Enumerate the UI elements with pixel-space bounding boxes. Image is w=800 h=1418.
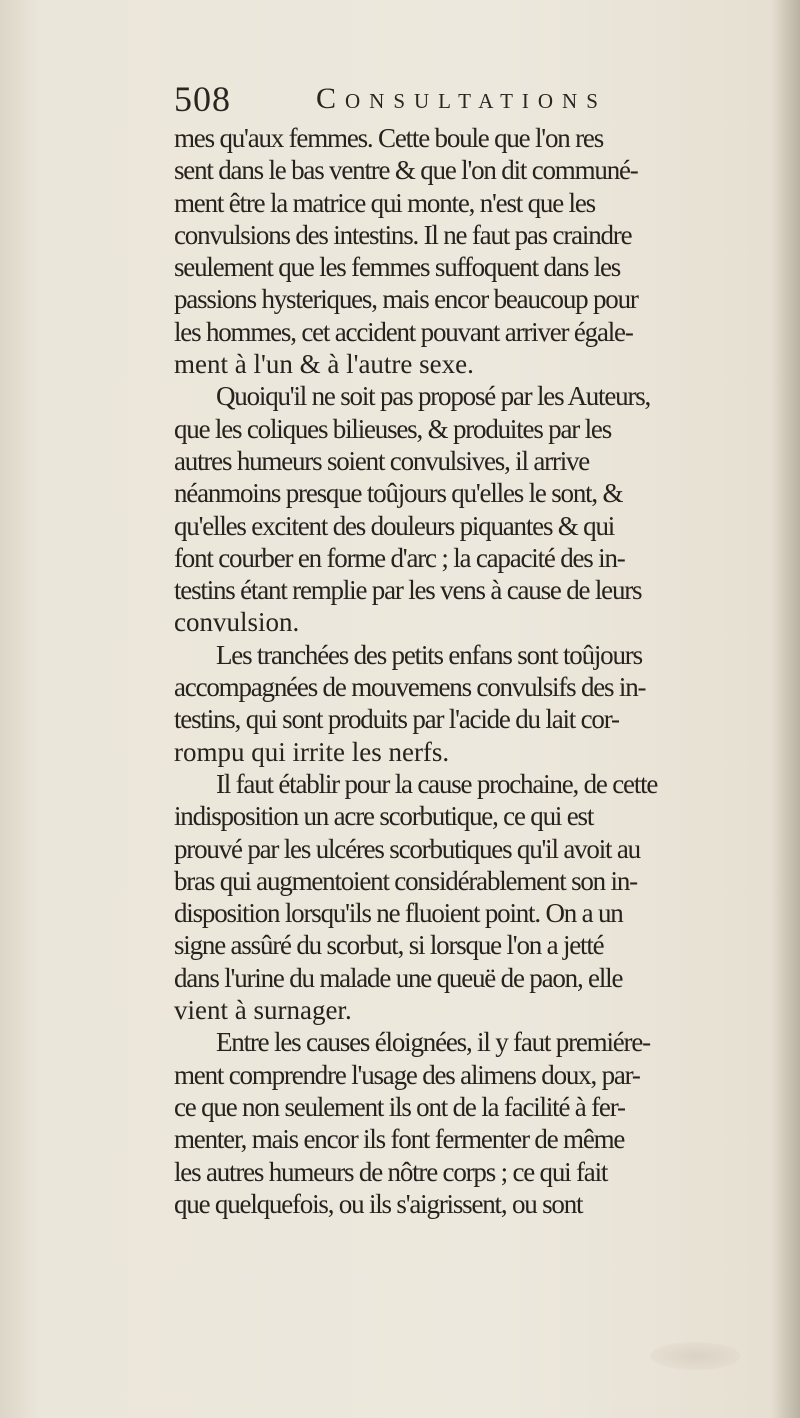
text-line: prouvé par les ulcéres scorbutiques qu'il avoit au: [174, 833, 640, 864]
text-line: ce que non seulement ils ont de la facilité à fer-: [174, 1091, 625, 1122]
text-line: Les tranchées des petits enfans sont toûjours: [216, 639, 642, 670]
text-line: néanmoins presque toûjours qu'elles le sont, &: [174, 478, 623, 509]
text-line: dans l'urine du malade une queuë de paon, elle: [174, 962, 623, 993]
text-line: mes qu'aux femmes. Cette boule que l'on res: [174, 123, 604, 153]
text-line: bras qui augmentoient considérablement son in-: [174, 865, 637, 896]
text-line: autres humeurs soient convulsives, il arrive: [174, 445, 590, 476]
text-line: indisposition un acre scorbutique, ce qui est: [174, 801, 594, 832]
text-line: disposition lorsqu'ils ne fluoient point. On a un: [174, 898, 623, 929]
text-line: signe assûré du scorbut, si lorsque l'on a jetté: [174, 930, 604, 961]
text-line: ment être la matrice qui monte, n'est que les: [174, 187, 595, 218]
text-line: Entre les causes éloignées, il y faut premiére-: [216, 1027, 650, 1058]
text-line: ment à l'un & à l'autre sexe.: [174, 349, 474, 380]
page-number: 508: [174, 79, 231, 119]
text-line: rompu qui irrite les nerfs.: [174, 736, 450, 767]
page-header: [174, 76, 734, 122]
text-line: vient à surnager.: [174, 995, 352, 1026]
body-text: [174, 122, 794, 1220]
text-line: les autres humeurs de nôtre corps ; ce qui fait: [174, 1156, 608, 1187]
running-title: Consultations: [316, 82, 607, 115]
text-line: qu'elles excitent des douleurs piquantes & qui: [174, 510, 615, 541]
ink-smudge: [650, 1342, 740, 1370]
text-line: accompagnées de mouvemens convulsifs des in-: [174, 672, 646, 703]
text-line: convulsion.: [174, 607, 300, 638]
text-line: Il faut établir pour la cause prochaine, de cette: [216, 768, 658, 799]
text-line: menter, mais encor ils font fermenter de même: [174, 1124, 625, 1155]
text-line: passions hysteriques, mais encor beaucoup pour: [174, 284, 638, 315]
text-line: Quoiqu'il ne soit pas proposé par les Auteurs,: [216, 381, 651, 412]
text-line: les hommes, cet accident pouvant arriver égale-: [174, 316, 633, 347]
text-line: que les coliques bilieuses, & produites par les: [174, 413, 611, 444]
text-line: testins, qui sont produits par l'acide du lait cor-: [174, 704, 619, 735]
text-line: que quelquefois, ou ils s'aigrissent, ou sont: [174, 1188, 583, 1219]
text-line: seulement que les femmes suffoquent dans les: [174, 252, 621, 283]
text-line: ment comprendre l'usage des alimens doux, par-: [174, 1059, 640, 1090]
text-line: sent dans le bas ventre & que l'on dit communé-: [174, 155, 638, 186]
text-line: font courber en forme d'arc ; la capacité des in-: [174, 542, 625, 573]
text-line: testins étant remplie par les vens à cause de leurs: [174, 575, 642, 606]
text-line: convulsions des intestins. Il ne faut pas craindre: [174, 219, 632, 250]
